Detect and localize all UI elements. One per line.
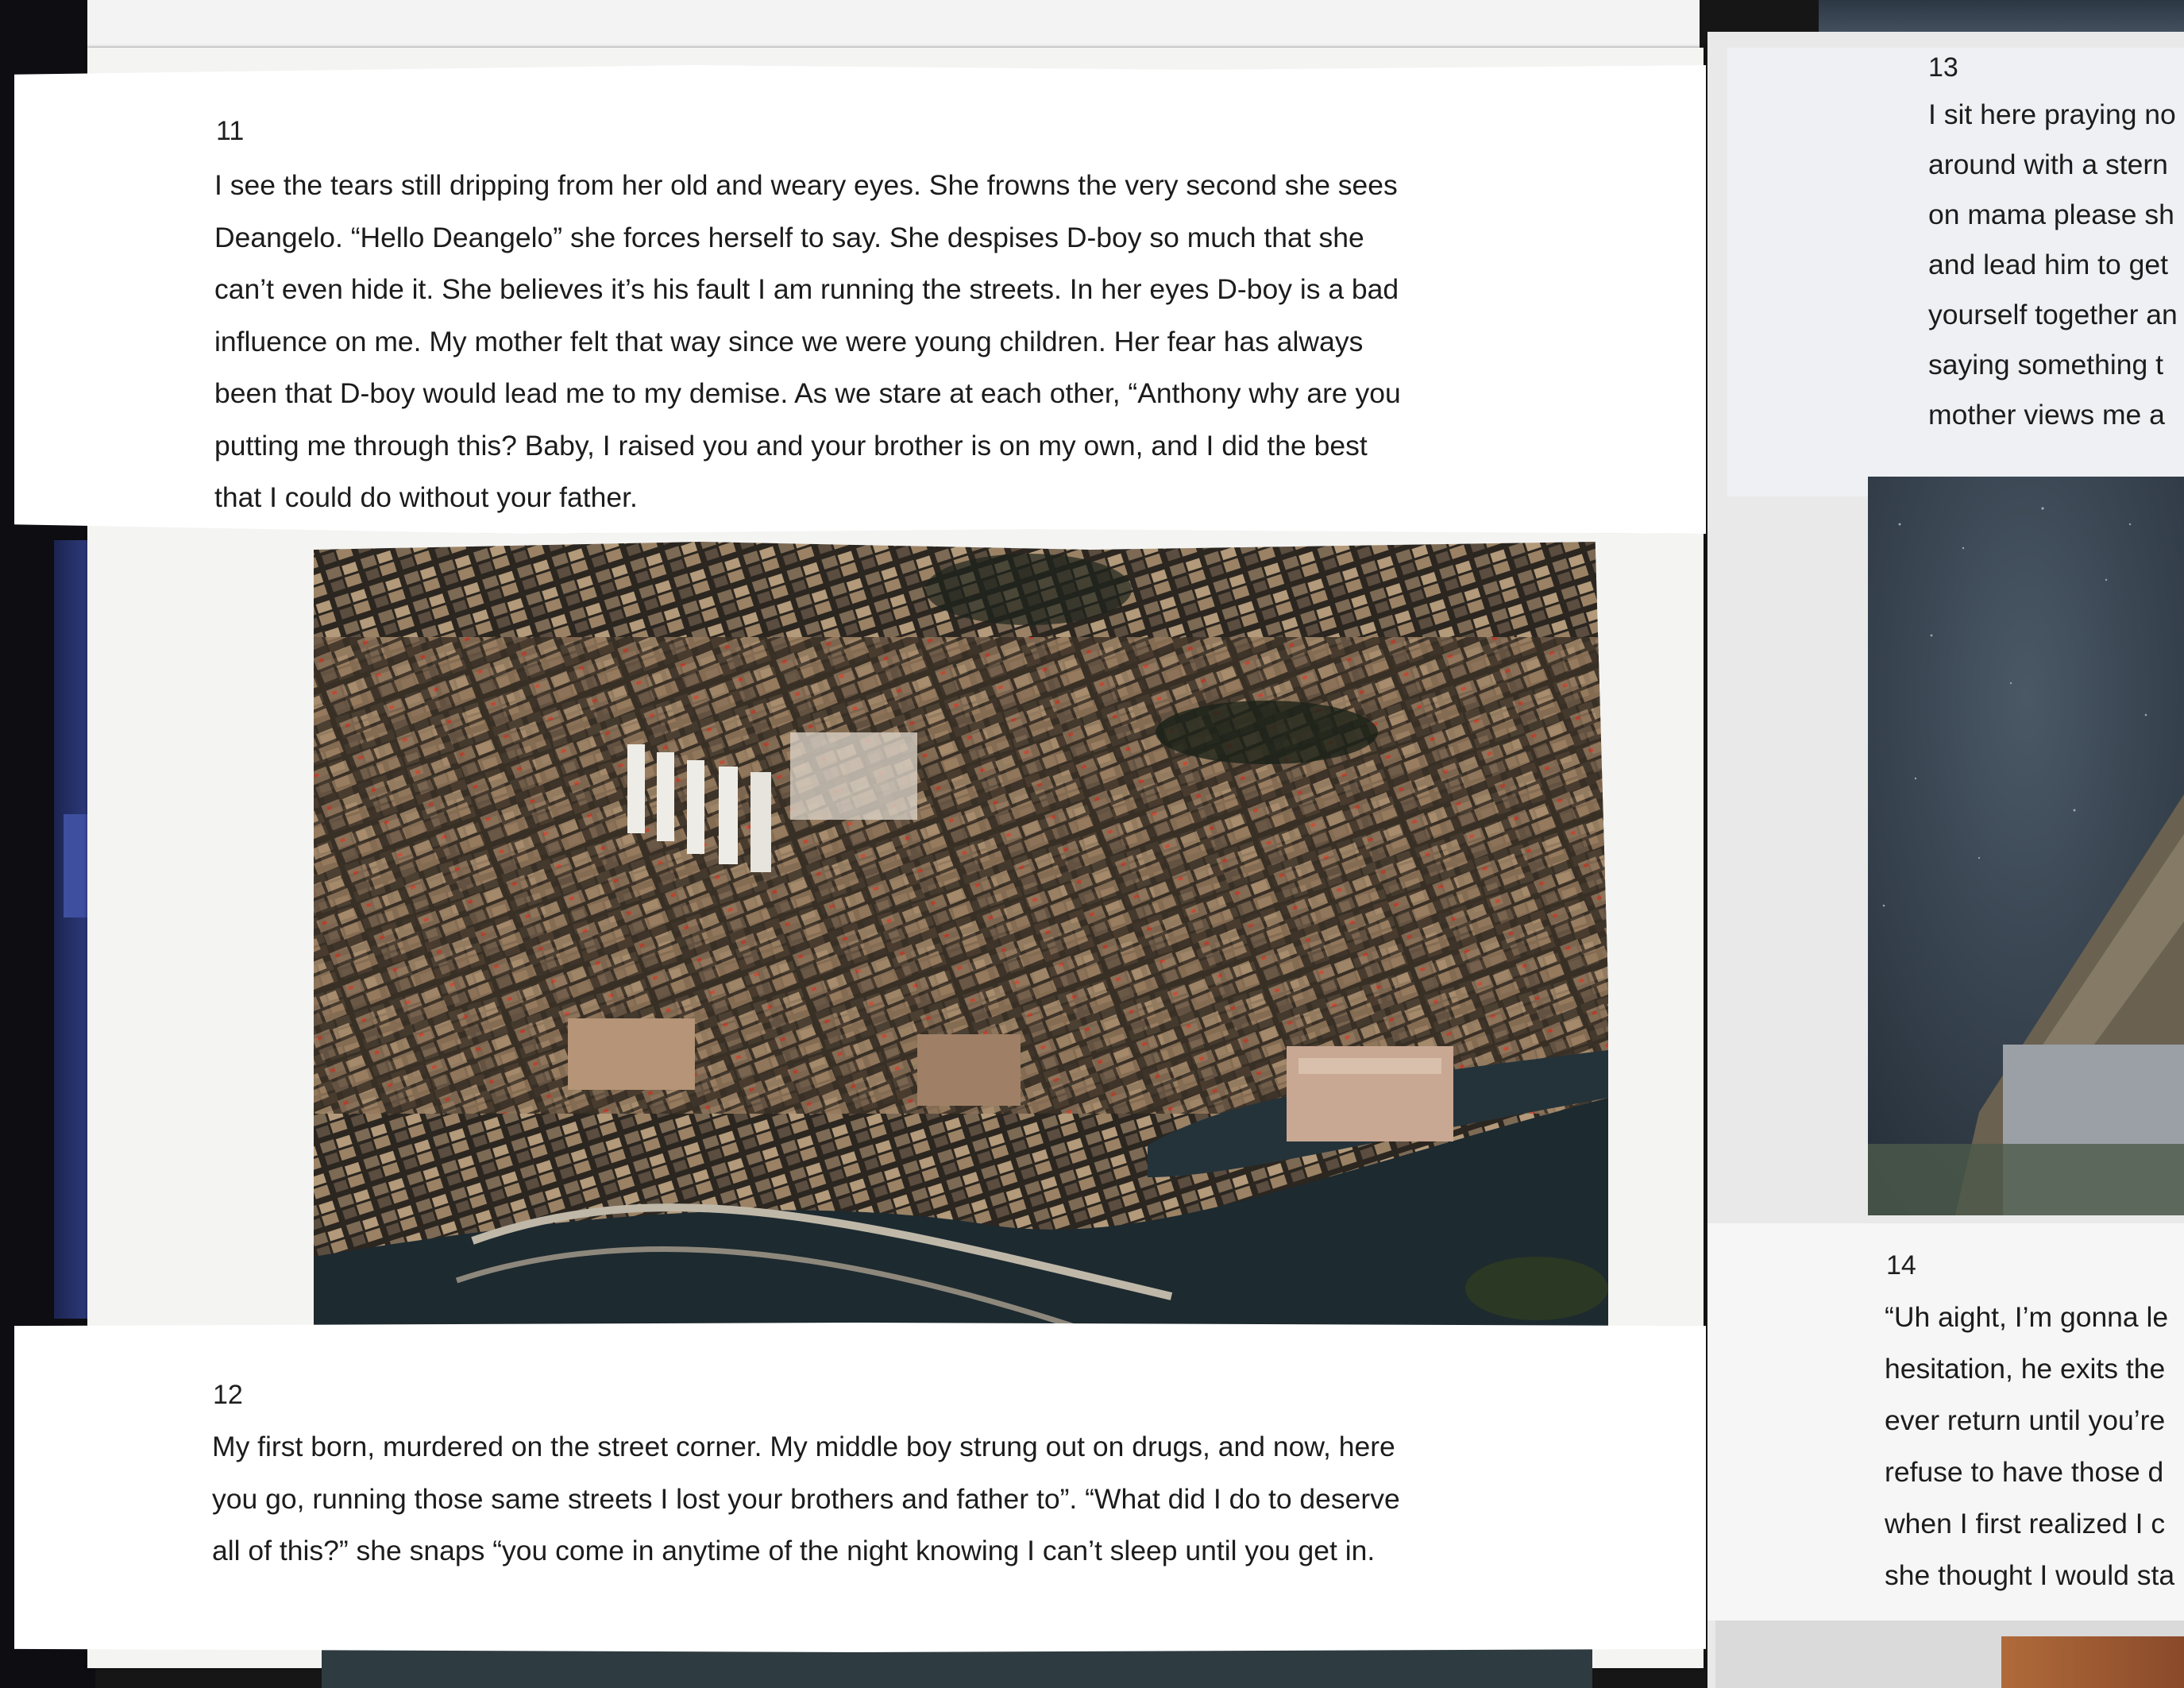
aerial-city-photo [314, 542, 1608, 1338]
text-line: mother views me a [1928, 399, 2165, 431]
page-number-14: 14 [1886, 1250, 1916, 1280]
text-line: saying something t [1928, 349, 2163, 380]
page-14-paragraph [1885, 1292, 2174, 1601]
text-line: refuse to have those d [1885, 1456, 2164, 1488]
night-sky-roof-photo [1868, 477, 2184, 1215]
text-line: been that D-boy would lead me to my demise. As we stare at each other, “Anthony why are you [214, 377, 1401, 409]
text-line: she thought I would sta [1885, 1559, 2175, 1591]
text-line: all of this?” she snaps “you come in anytime of the night knowing I can’t sleep until you get in. [212, 1535, 1376, 1566]
page-12-paragraph [212, 1421, 1400, 1578]
text-line: My first born, murdered on the street corner. My middle boy strung out on drugs, and now, here [212, 1431, 1395, 1462]
text-line: putting me through this? Baby, I raised you and your brother is on my own, and I did the best [214, 429, 1368, 462]
page-number-11: 11 [216, 116, 245, 146]
page-number-13: 13 [1928, 52, 1958, 83]
text-line: you go, running those same streets I lost your brothers and father to”. “What did I do to deserve [212, 1482, 1400, 1515]
right-bottom-photo-edge [2001, 1636, 2184, 1688]
text-line: ever return until you’re [1885, 1404, 2166, 1436]
text-line: I sit here praying no [1928, 98, 2176, 130]
text-line: around with a stern [1928, 149, 2168, 180]
text-line: on mama please sh [1928, 199, 2174, 230]
text-line: I see the tears still dripping from her old and weary eyes. She frowns the very second she sees [214, 169, 1398, 201]
text-line: influence on me. My mother felt that way since we were young children. Her fear has always [214, 325, 1364, 357]
text-line: Deangelo. “Hello Deangelo” she forces herself to say. She despises D-boy so much that she [214, 221, 1364, 253]
text-line: “Uh aight, I’m gonna le [1885, 1301, 2169, 1333]
text-line: hesitation, he exits the [1885, 1353, 2166, 1385]
text-line: yourself together an [1928, 299, 2178, 330]
page-11-paragraph [214, 160, 1401, 524]
text-line: when I first realized I c [1885, 1508, 2166, 1539]
text-line: can’t even hide it. She believes it’s his fault I am running the streets. In her eyes D-boy is a bad [214, 273, 1399, 305]
text-line: and lead him to get [1928, 249, 2168, 280]
text-line: that I could do without your father. [214, 481, 638, 513]
page-13-paragraph [1928, 90, 2178, 440]
page-number-12: 12 [213, 1380, 243, 1410]
